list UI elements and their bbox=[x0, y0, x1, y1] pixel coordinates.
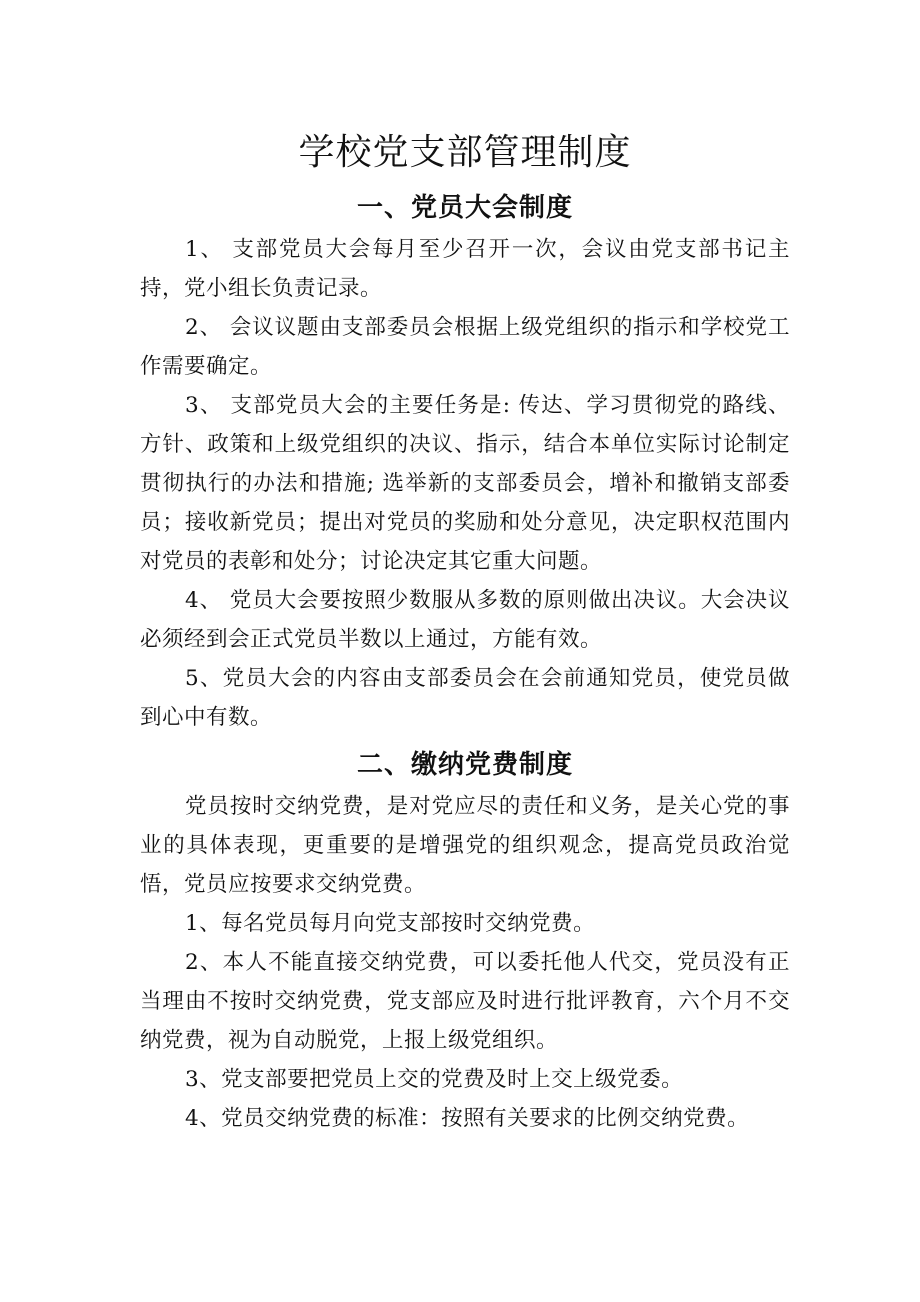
paragraph: 4、 党员大会要按照少数服从多数的原则做出决议。大会决议必须经到会正式党员半数以上通过，方能有效。 bbox=[140, 588, 790, 652]
paragraph: 2、本人不能直接交纳党费，可以委托他人代交，党员没有正当理由不按时交纳党费，党支部应及时进行批评教育，六个月不交纳党费，视为自动脱党，上报上级党组织。 bbox=[140, 950, 790, 1053]
document-title: 学校党支部管理制度 bbox=[298, 132, 632, 173]
paragraph: 党员按时交纳党费，是对党应尽的责任和义务，是关心党的事业的具体表现，更重要的是增强党的组织观念，提高党员政治觉悟，党员应按要求交纳党费。 bbox=[140, 794, 790, 897]
paragraph: 3、 支部党员大会的主要任务是: 传达、学习贯彻党的路线、方针、政策和上级党组织的决议、指示，结合本单位实际讨论制定贯彻执行的办法和措施; 选举新的支部委员会，增补和撤销支部委员；接收新党员；提出对党员的奖励和处分意见，决定职权范围内对党员的表彰和处分；讨论决定其它重大问题。 bbox=[140, 393, 790, 574]
paragraph: 4、党员交纳党费的标准：按照有关要求的比例交纳党费。 bbox=[185, 1106, 750, 1131]
paragraph: 3、党支部要把党员上交的党费及时上交上级党委。 bbox=[185, 1067, 684, 1092]
paragraph: 1、每名党员每月向党支部按时交纳党费。 bbox=[185, 911, 596, 936]
paragraph: 1、 支部党员大会每月至少召开一次，会议由党支部书记主持，党小组长负责记录。 bbox=[140, 237, 790, 301]
section-heading: 一、党员大会制度 bbox=[356, 193, 573, 223]
paragraph: 2、 会议议题由支部委员会根据上级党组织的指示和学校党工作需要确定。 bbox=[140, 315, 790, 379]
document-page bbox=[140, 126, 790, 1138]
section-party-dues bbox=[140, 743, 790, 1138]
paragraph: 5、党员大会的内容由支部委员会在会前通知党员，使党员做到心中有数。 bbox=[140, 666, 790, 730]
section-heading: 二、缴纳党费制度 bbox=[356, 750, 573, 780]
section-party-member-meeting bbox=[140, 186, 790, 737]
